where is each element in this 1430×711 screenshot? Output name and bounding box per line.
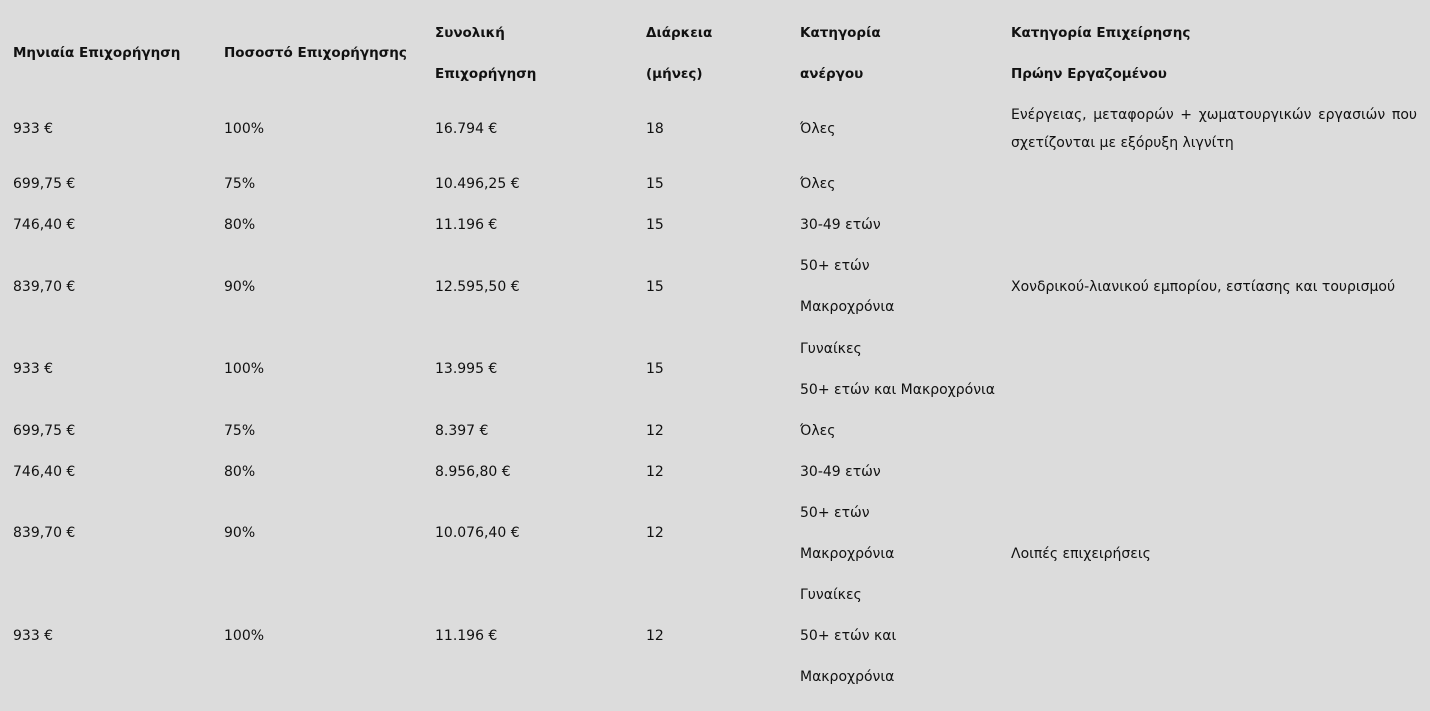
duration-cell: 15 [646,279,664,295]
total-cell: 11.196 € [435,628,498,644]
duration-cell: 12 [646,525,664,541]
category-cell: 30-49 ετών [800,217,881,233]
monthly-cell: 933 € [13,121,54,137]
category-cell: 50+ ετών [800,505,870,521]
category-cell: Όλες [800,121,836,137]
header-business-line2: Πρώην Εργαζομένου [1011,66,1167,82]
category-cell: Γυναίκες [800,587,862,603]
category-cell: 50+ ετών [800,258,870,274]
percent-cell: 80% [224,217,256,233]
percent-cell: 80% [224,464,256,480]
category-cell: 50+ ετών και [800,628,897,644]
monthly-cell: 699,75 € [13,423,76,439]
total-cell: 12.595,50 € [435,279,520,295]
total-cell: 10.076,40 € [435,525,520,541]
header-total-line2: Επιχορήγηση [435,66,537,82]
total-cell: 8.956,80 € [435,464,511,480]
header-percent: Ποσοστό Επιχορήγησης [224,45,407,61]
total-cell: 8.397 € [435,423,489,439]
monthly-cell: 839,70 € [13,525,76,541]
monthly-cell: 933 € [13,628,54,644]
duration-cell: 15 [646,176,664,192]
category-cell: Μακροχρόνια [800,299,895,315]
header-business-line1: Κατηγορία Επιχείρησης [1011,25,1191,41]
monthly-cell: 933 € [13,361,54,377]
category-cell: Γυναίκες [800,341,862,357]
total-cell: 13.995 € [435,361,498,377]
total-cell: 10.496,25 € [435,176,520,192]
duration-cell: 18 [646,121,664,137]
percent-cell: 100% [224,361,265,377]
category-cell: 30-49 ετών [800,464,881,480]
monthly-cell: 699,75 € [13,176,76,192]
percent-cell: 90% [224,525,256,541]
percent-cell: 100% [224,628,265,644]
header-monthly: Μηνιαία Επιχορήγηση [13,45,181,61]
duration-cell: 12 [646,464,664,480]
duration-cell: 15 [646,217,664,233]
business-category-retail: Χονδρικού-λιανικού εμπορίου, εστίασης και τουρισμού [1011,279,1396,295]
header-category-line1: Κατηγορία [800,25,881,41]
duration-cell: 12 [646,423,664,439]
header-category-line2: ανέργου [800,66,864,82]
percent-cell: 75% [224,176,256,192]
category-cell: 50+ ετών και Μακροχρόνια [800,382,995,398]
monthly-cell: 746,40 € [13,464,76,480]
header-total-line1: Συνολική [435,25,505,41]
category-cell: Μακροχρόνια [800,546,895,562]
business-category-energy: Ενέργειας, μεταφορών + χωματουργικών εργασιών που σχετίζονται με εξόρυξη λιγνίτη [1011,107,1417,151]
category-cell: Όλες [800,423,836,439]
category-cell: Όλες [800,176,836,192]
percent-cell: 100% [224,121,265,137]
header-duration-line2: (μήνες) [646,66,703,82]
total-cell: 16.794 € [435,121,498,137]
category-cell: Μακροχρόνια [800,669,895,685]
percent-cell: 90% [224,279,256,295]
business-category-other: Λοιπές επιχειρήσεις [1011,546,1151,562]
header-duration-line1: Διάρκεια [646,25,713,41]
monthly-cell: 839,70 € [13,279,76,295]
total-cell: 11.196 € [435,217,498,233]
monthly-cell: 746,40 € [13,217,76,233]
percent-cell: 75% [224,423,256,439]
duration-cell: 15 [646,361,664,377]
duration-cell: 12 [646,628,664,644]
